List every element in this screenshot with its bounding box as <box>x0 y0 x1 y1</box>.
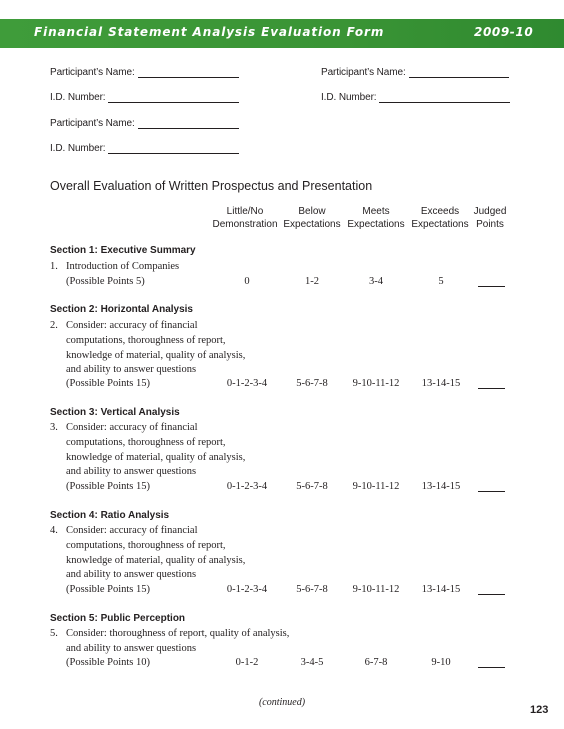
id-number-label: I.D. Number: <box>50 143 106 154</box>
participant-2-id-field[interactable] <box>321 92 510 103</box>
section-3-score-little: 0-1-2-3-4 <box>226 481 268 492</box>
column-header-below <box>283 205 340 231</box>
section-5-line: (Possible Points 10) <box>66 657 151 668</box>
section-4-number: 4. <box>50 525 58 536</box>
section-4-score-meets: 9-10-11-12 <box>352 584 400 595</box>
form-title: Financial Statement Analysis Evaluation Form <box>34 25 385 39</box>
participant-3-id-line[interactable] <box>108 144 239 154</box>
section-4-line: and ability to answer questions <box>66 569 197 580</box>
header-bar <box>0 19 564 48</box>
section-5-line: and ability to answer questions <box>66 643 197 654</box>
column-header-exceeds <box>411 205 468 231</box>
section-1-score-meets: 3-4 <box>369 276 383 287</box>
participant-3-id-field[interactable] <box>50 143 239 154</box>
column-header-line: Demonstration <box>212 219 278 230</box>
form-year: 2009-10 <box>474 25 534 39</box>
section-3-line: (Possible Points 15) <box>66 481 151 492</box>
participant-3-name-line[interactable] <box>138 119 239 129</box>
section-2-number: 2. <box>50 320 58 331</box>
id-number-label: I.D. Number: <box>321 92 377 103</box>
section-4-line: computations, thoroughness of report, <box>66 540 226 551</box>
evaluation-heading: Overall Evaluation of Written Prospectus and Presentation <box>50 179 373 193</box>
section-2-line: computations, thoroughness of report, <box>66 335 226 346</box>
section-3-line: computations, thoroughness of report, <box>66 437 226 448</box>
section-2-line: knowledge of material, quality of analysis, <box>66 350 246 361</box>
section-5-score-below: 3-4-5 <box>300 657 324 668</box>
section-3-score-below: 5-6-7-8 <box>296 481 328 492</box>
section-4-line: knowledge of material, quality of analysis, <box>66 555 246 566</box>
section-4-score-exceeds: 13-14-15 <box>421 584 461 595</box>
section-5-number: 5. <box>50 628 58 639</box>
section-4-judged-points-blank[interactable] <box>478 594 505 595</box>
section-4-line: (Possible Points 15) <box>66 584 151 595</box>
section-5-line: Consider: thoroughness of report, quality of analysis, <box>66 628 290 639</box>
column-header-line: Exceeds <box>420 206 460 217</box>
section-2-line: and ability to answer questions <box>66 364 197 375</box>
section-3-score-meets: 9-10-11-12 <box>352 481 400 492</box>
column-header-line: Meets <box>362 206 390 217</box>
column-header-little-no <box>212 205 277 231</box>
section-2-title: Section 2: Horizontal Analysis <box>50 304 193 315</box>
column-header-line: Little/No <box>226 206 264 217</box>
section-2-line: Consider: accuracy of financial <box>66 320 198 331</box>
section-4-line: Consider: accuracy of financial <box>66 525 198 536</box>
column-header-line: Expectations <box>347 219 405 230</box>
section-1-title: Section 1: Executive Summary <box>50 245 196 256</box>
section-1-line: (Possible Points 5) <box>66 276 145 287</box>
participant-name-label: Participant’s Name: <box>50 118 135 129</box>
column-header-line: Expectations <box>283 219 341 230</box>
section-2-score-exceeds: 13-14-15 <box>421 378 461 389</box>
section-2-score-little: 0-1-2-3-4 <box>226 378 268 389</box>
section-5-score-little: 0-1-2 <box>235 657 259 668</box>
column-header-line: Judged <box>473 206 507 217</box>
section-5-judged-points-blank[interactable] <box>478 667 505 668</box>
participant-3-name-field[interactable] <box>50 118 239 129</box>
section-3-line: and ability to answer questions <box>66 466 197 477</box>
section-1-score-exceeds: 5 <box>438 276 444 287</box>
participant-2-name-line[interactable] <box>409 68 509 78</box>
section-3-score-exceeds: 13-14-15 <box>421 481 461 492</box>
section-3-title: Section 3: Vertical Analysis <box>50 407 180 418</box>
section-5-title: Section 5: Public Perception <box>50 613 186 624</box>
section-2-line: (Possible Points 15) <box>66 378 151 389</box>
participant-2-name-field[interactable] <box>321 67 509 78</box>
column-header-line: Expectations <box>411 219 469 230</box>
section-2-judged-points-blank[interactable] <box>478 388 505 389</box>
column-header-meets <box>347 205 404 231</box>
page-number: 123 <box>530 704 549 716</box>
participant-name-label: Participant’s Name: <box>50 67 135 78</box>
section-2-score-below: 5-6-7-8 <box>296 378 328 389</box>
section-3-line: knowledge of material, quality of analysis, <box>66 452 246 463</box>
section-3-line: Consider: accuracy of financial <box>66 422 198 433</box>
section-3-judged-points-blank[interactable] <box>478 491 505 492</box>
participant-1-name-field[interactable] <box>50 67 239 78</box>
section-5-score-meets: 6-7-8 <box>364 657 388 668</box>
participant-name-label: Participant’s Name: <box>321 67 406 78</box>
column-header-line: Points <box>476 219 504 230</box>
section-1-score-below: 1-2 <box>305 276 319 287</box>
section-3-number: 3. <box>50 422 58 433</box>
section-1-number: 1. <box>50 261 58 272</box>
section-1-line: Introduction of Companies <box>66 261 180 272</box>
participant-2-id-line[interactable] <box>379 93 510 103</box>
section-5-score-exceeds: 9-10 <box>431 657 451 668</box>
participant-1-id-line[interactable] <box>108 93 239 103</box>
participant-1-name-line[interactable] <box>138 68 239 78</box>
participant-1-id-field[interactable] <box>50 92 239 103</box>
section-1-score-little: 0 <box>244 276 250 287</box>
section-4-score-below: 5-6-7-8 <box>296 584 328 595</box>
column-header-judged-points <box>474 205 507 231</box>
column-header-line: Below <box>298 206 326 217</box>
section-2-score-meets: 9-10-11-12 <box>352 378 400 389</box>
section-1-judged-points-blank[interactable] <box>478 286 505 287</box>
section-4-score-little: 0-1-2-3-4 <box>226 584 268 595</box>
id-number-label: I.D. Number: <box>50 92 106 103</box>
continued-note: (continued) <box>258 697 306 708</box>
section-4-title: Section 4: Ratio Analysis <box>50 510 170 521</box>
